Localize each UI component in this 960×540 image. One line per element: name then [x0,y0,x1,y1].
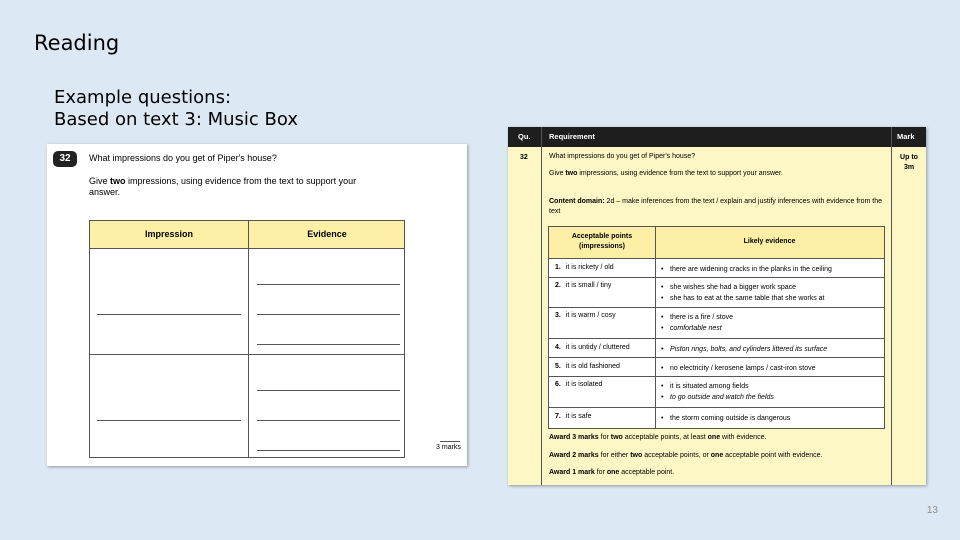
mark-scheme-panel [508,127,926,485]
evidence-header: Evidence [307,229,347,239]
slide-title: Reading [34,31,120,55]
header-qu: Qu. [518,132,531,141]
award-2-marks [549,452,822,459]
points-header-line-1: Acceptable points [571,233,633,240]
evidence-answer-line[interactable] [257,284,400,285]
evidence-answer-line[interactable] [257,390,400,391]
evidence-answer-line[interactable] [257,450,400,451]
impression-answer-line[interactable] [97,420,241,421]
likely-evidence [661,312,733,334]
mark-scheme-header [508,127,926,147]
point-number: 4. [555,344,561,351]
award2-c: two [630,452,643,459]
award-3-marks [549,434,766,441]
award1-c: one [606,469,620,476]
slide-number: 13 [926,505,938,516]
scheme-instruction [549,169,809,179]
point-text: it is warm / cosy [565,312,616,319]
point-number: 3. [555,312,561,319]
point-text: it is isolated [565,381,603,388]
points-header-line-2: (impressions) [579,243,625,250]
award1-d: acceptable point. [619,469,675,476]
answer-table-header [90,221,404,249]
point-text: it is small / tiny [565,282,612,289]
evidence-item: • she has to eat at the same table that she works at [661,293,824,304]
answer-table [89,220,405,458]
evidence-row [549,357,884,376]
acceptable-point [555,264,614,271]
scheme-column-divider [541,127,542,485]
mark-line-2: 3m [903,164,915,171]
evidence-table [548,226,885,429]
mark-line-1: Up to [900,154,918,161]
point-text: it is rickety / old [565,264,614,271]
evidence-item: • to go outside and watch the fields [661,392,774,403]
scheme-column-divider [891,127,892,485]
marks-label: 3 marks [436,444,461,451]
evidence-item: • it is situated among fields [661,381,774,392]
acceptable-point [555,312,616,319]
instruction-bold: two [110,176,126,186]
award2-e: one [710,452,724,459]
point-text: it is untidy / cluttered [565,344,630,351]
evidence-item: • comfortable nest [661,323,733,334]
point-text: it is safe [565,413,592,420]
award3-a: Award 3 marks [549,434,599,441]
award3-c: two [610,434,623,441]
award3-e: one [707,434,721,441]
evidence-row [549,376,884,407]
evidence-row [549,338,884,357]
scheme-mark-value [894,153,924,173]
impression-header: Impression [144,229,193,239]
award2-a: Award 2 marks [549,452,599,459]
give-pre: Give [549,170,566,177]
subtitle-line-2: Based on text 3: Music Box [54,109,299,130]
evidence-answer-line[interactable] [257,420,400,421]
question-number-badge: 32 [53,151,77,167]
evidence-row [549,407,884,428]
award2-f: acceptable point with evidence. [723,452,823,459]
evidence-item: • there are widening cracks in the planks in the ceiling [661,264,832,275]
domain-label: Content domain: [549,198,605,205]
likely-evidence [661,363,816,374]
column-divider [248,221,249,457]
acceptable-point [555,282,611,289]
give-bold: two [565,170,578,177]
evidence-answer-line[interactable] [257,314,400,315]
likely-evidence-header: Likely evidence [743,238,796,245]
instruction-post: impressions, using evidence from the text to support your answer. [89,176,357,197]
point-number: 5. [555,363,561,370]
award3-f: with evidence. [720,434,767,441]
award3-b: for [598,434,611,441]
question-text: What impressions do you get of Piper's house? [89,153,277,163]
scheme-question-number: 32 [520,154,528,161]
evidence-item: • there is a fire / stove [661,312,733,323]
evidence-row [549,307,884,338]
acceptable-point [555,413,592,420]
row-divider [90,354,404,355]
point-number: 1. [555,264,561,271]
award2-d: acceptable points, or [642,452,711,459]
acceptable-point [555,344,630,351]
evidence-item: • the storm coming outside is dangerous [661,413,790,424]
header-mark: Mark [897,132,915,141]
likely-evidence [661,282,824,304]
impression-answer-line[interactable] [97,314,241,315]
award1-a: Award 1 mark [549,469,595,476]
slide-subtitle [54,87,298,131]
point-number: 2. [555,282,561,289]
question-panel [47,144,467,466]
point-text: it is old fashioned [565,363,620,370]
evidence-item: • Piston rings, bolts, and cylinders littered its surface [661,344,827,355]
content-domain [549,197,889,217]
point-number: 7. [555,413,561,420]
evidence-item: • she wishes she had a bigger work space [661,282,824,293]
scheme-requirement: What impressions do you get of Piper's house? [549,153,696,160]
acceptable-point [555,363,620,370]
subtitle-line-1: Example questions: [54,87,232,108]
likely-evidence [661,264,832,275]
header-requirement: Requirement [549,132,595,141]
likely-evidence [661,344,827,355]
likely-evidence [661,413,790,424]
point-number: 6. [555,381,561,388]
question-instruction [89,176,369,198]
instruction-pre: Give [89,176,111,186]
evidence-row [549,277,884,307]
award1-b: for [594,469,607,476]
evidence-row [549,258,884,277]
award-1-mark [549,469,674,476]
likely-evidence [661,381,774,403]
points-header [549,232,655,252]
evidence-answer-line[interactable] [257,344,400,345]
award3-d: acceptable points, at least [622,434,708,441]
acceptable-point [555,381,602,388]
evidence-item: • no electricity / kerosene lamps / cast-iron stove [661,363,816,374]
domain-text: 2d – make inferences from the text / explain and justify inferences with evidence from the text [549,198,883,215]
marks-line [440,441,460,442]
evidence-table-header [549,227,884,259]
award2-b: for either [598,452,631,459]
give-post: impressions, using evidence from the text to support your answer. [577,170,783,177]
